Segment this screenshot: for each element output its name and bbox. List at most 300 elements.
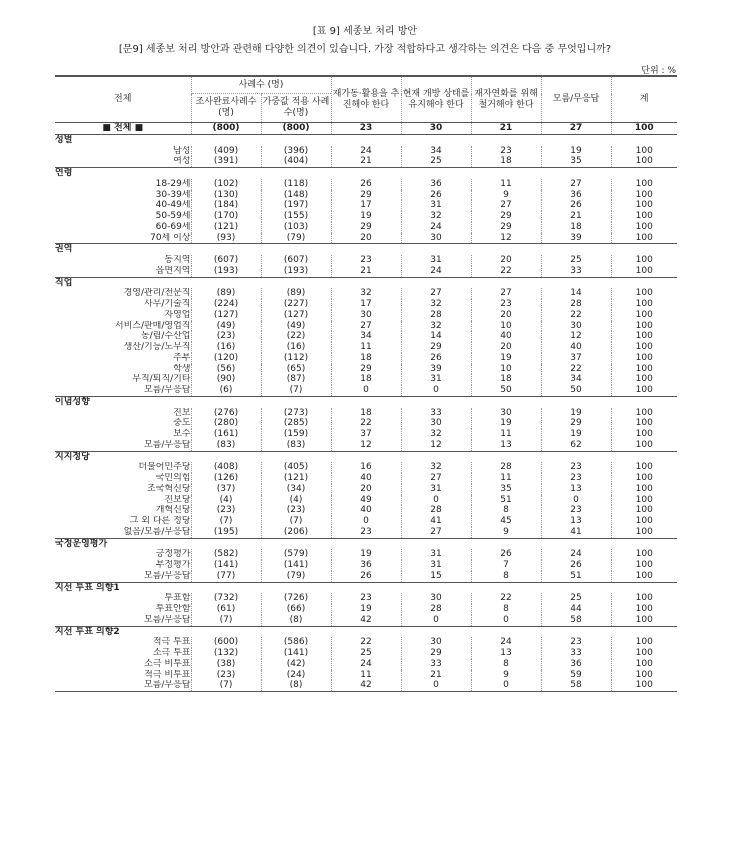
row-label: 투표안함 <box>155 604 191 614</box>
cell-option-1: 20 <box>331 484 401 495</box>
row-label: 40-49세 <box>155 200 191 211</box>
table-row <box>55 321 677 332</box>
cell-option-2: 30 <box>401 233 471 244</box>
cell-total: 100 <box>611 462 677 473</box>
cell-option-1: 19 <box>331 604 401 615</box>
cell-option-2: 27 <box>401 527 471 538</box>
table-row <box>55 637 677 648</box>
table-row <box>55 571 677 582</box>
table-row <box>55 495 677 506</box>
cell-option-4: 27 <box>541 179 611 190</box>
table-row <box>55 593 677 604</box>
cell-sample-actual: (49) <box>191 321 261 332</box>
cell-option-4: 19 <box>541 408 611 419</box>
row-label: 농/림/수산업 <box>140 331 191 342</box>
cell-option-4: 27 <box>541 123 611 135</box>
cell-option-4: 23 <box>541 637 611 648</box>
cell-sample-actual: (132) <box>191 648 261 659</box>
cell-option-1: 24 <box>331 659 401 670</box>
cell-option-1: 32 <box>331 288 401 299</box>
row-label: 18-29세 <box>155 178 191 189</box>
cell-option-4: 51 <box>541 571 611 582</box>
row-label: 진보당 <box>164 494 191 505</box>
row-label: 남성 <box>173 145 191 156</box>
cell-sample-weighted: (607) <box>261 255 331 266</box>
cell-sample-actual: (90) <box>191 374 261 385</box>
cell-sample-weighted: (7) <box>261 385 331 396</box>
cell-sample-actual: (102) <box>191 179 261 190</box>
cell-option-1: 12 <box>331 440 401 451</box>
cell-option-3: 24 <box>471 637 541 648</box>
table-row <box>55 473 677 484</box>
row-label: 진보 <box>173 407 191 418</box>
cell-option-2: 32 <box>401 462 471 473</box>
row-label: 모름/무응답 <box>143 385 191 395</box>
group-label: 지지정당 <box>55 451 677 462</box>
cell-option-1: 11 <box>331 342 401 353</box>
cell-option-2: 24 <box>401 222 471 233</box>
cell-total: 100 <box>611 211 677 222</box>
cell-option-1: 21 <box>331 266 401 277</box>
table-row <box>55 670 677 681</box>
cell-total: 100 <box>611 321 677 332</box>
cell-option-1: 42 <box>331 615 401 626</box>
cell-option-1: 29 <box>331 364 401 375</box>
cell-option-3: 0 <box>471 680 541 691</box>
cell-total: 100 <box>611 418 677 429</box>
cell-option-3: 22 <box>471 593 541 604</box>
cell-option-3: 23 <box>471 299 541 310</box>
cell-option-4: 40 <box>541 342 611 353</box>
cell-sample-weighted: (273) <box>261 408 331 419</box>
cell-sample-weighted: (4) <box>261 495 331 506</box>
cell-option-3: 9 <box>471 670 541 681</box>
cell-option-1: 42 <box>331 680 401 691</box>
crosstab-table <box>55 75 677 692</box>
group-header-row <box>55 451 677 462</box>
header-sample-actual: 조사완료사례수(명) <box>191 94 261 123</box>
cell-option-2: 32 <box>401 211 471 222</box>
cell-sample-actual: (121) <box>191 222 261 233</box>
group-label: 연령 <box>55 168 677 179</box>
cell-sample-weighted: (66) <box>261 604 331 615</box>
cell-option-3: 9 <box>471 190 541 201</box>
cell-total: 100 <box>611 299 677 310</box>
cell-option-1: 34 <box>331 331 401 342</box>
cell-sample-actual: (7) <box>191 615 261 626</box>
row-label: ■ 전체 ■ <box>55 123 191 135</box>
cell-option-1: 27 <box>331 321 401 332</box>
cell-option-3: 13 <box>471 440 541 451</box>
cell-option-4: 36 <box>541 190 611 201</box>
cell-sample-weighted: (800) <box>261 123 331 135</box>
cell-sample-actual: (130) <box>191 190 261 201</box>
cell-option-4: 30 <box>541 321 611 332</box>
table-row <box>55 200 677 211</box>
cell-sample-weighted: (405) <box>261 462 331 473</box>
cell-sample-weighted: (49) <box>261 321 331 332</box>
table-row <box>55 255 677 266</box>
cell-option-2: 0 <box>401 615 471 626</box>
cell-option-3: 21 <box>471 123 541 135</box>
cell-total: 100 <box>611 593 677 604</box>
cell-option-3: 23 <box>471 146 541 157</box>
cell-sample-actual: (6) <box>191 385 261 396</box>
cell-option-4: 14 <box>541 288 611 299</box>
cell-option-3: 19 <box>471 353 541 364</box>
cell-option-4: 23 <box>541 473 611 484</box>
cell-option-3: 12 <box>471 233 541 244</box>
cell-option-4: 13 <box>541 484 611 495</box>
cell-option-4: 50 <box>541 385 611 396</box>
cell-option-4: 41 <box>541 527 611 538</box>
cell-sample-actual: (193) <box>191 266 261 277</box>
cell-sample-actual: (280) <box>191 418 261 429</box>
cell-option-4: 24 <box>541 549 611 560</box>
group-header-row <box>55 134 677 145</box>
cell-total: 100 <box>611 648 677 659</box>
table-row <box>55 364 677 375</box>
cell-option-3: 27 <box>471 288 541 299</box>
cell-sample-actual: (141) <box>191 560 261 571</box>
cell-option-1: 49 <box>331 495 401 506</box>
table-row <box>55 342 677 353</box>
table-row <box>55 680 677 691</box>
cell-sample-actual: (582) <box>191 549 261 560</box>
cell-option-2: 29 <box>401 648 471 659</box>
cell-option-3: 20 <box>471 255 541 266</box>
cell-option-4: 13 <box>541 516 611 527</box>
row-label: 보수 <box>173 429 191 439</box>
cell-option-1: 20 <box>331 233 401 244</box>
cell-option-4: 18 <box>541 222 611 233</box>
header-total: 계 <box>611 76 677 123</box>
cell-option-2: 31 <box>401 374 471 385</box>
group-label: 국정운영평가 <box>55 538 677 549</box>
row-label: 60-69세 <box>155 221 191 232</box>
cell-total: 100 <box>611 408 677 419</box>
header-option-2: 현재 개방 상태를 유지해야 한다 <box>401 76 471 123</box>
cell-sample-weighted: (141) <box>261 560 331 571</box>
header-sample-weighted: 가중값 적용 사례수(명) <box>261 94 331 123</box>
cell-total: 100 <box>611 604 677 615</box>
cell-total: 100 <box>611 222 677 233</box>
cell-sample-actual: (195) <box>191 527 261 538</box>
row-label: 서비스/판매/영업직 <box>114 320 191 331</box>
row-label: 사무/기술직 <box>143 299 191 309</box>
cell-sample-weighted: (155) <box>261 211 331 222</box>
cell-option-2: 25 <box>401 156 471 167</box>
cell-option-4: 12 <box>541 331 611 342</box>
cell-sample-actual: (77) <box>191 571 261 582</box>
row-label: 읍면지역 <box>155 265 191 276</box>
cell-option-4: 23 <box>541 505 611 516</box>
row-label: 주부 <box>173 352 191 363</box>
cell-option-3: 45 <box>471 516 541 527</box>
cell-option-4: 62 <box>541 440 611 451</box>
table-row <box>55 648 677 659</box>
cell-sample-actual: (600) <box>191 637 261 648</box>
cell-option-2: 26 <box>401 190 471 201</box>
row-label: 모름/무응답 <box>143 570 191 581</box>
cell-sample-actual: (16) <box>191 342 261 353</box>
cell-option-4: 58 <box>541 615 611 626</box>
row-label: 부정평가 <box>155 560 191 570</box>
cell-option-3: 20 <box>471 310 541 321</box>
cell-option-2: 14 <box>401 331 471 342</box>
table-row <box>55 211 677 222</box>
row-label: 모름/무응답 <box>143 614 191 625</box>
cell-option-3: 10 <box>471 321 541 332</box>
cell-total: 100 <box>611 288 677 299</box>
cell-total: 100 <box>611 429 677 440</box>
cell-sample-actual: (607) <box>191 255 261 266</box>
cell-sample-actual: (732) <box>191 593 261 604</box>
total-row <box>55 123 677 135</box>
row-label: 무직/퇴직/기타 <box>132 374 191 385</box>
table-body <box>55 123 677 692</box>
row-label: 동지역 <box>164 255 191 265</box>
cell-sample-actual: (408) <box>191 462 261 473</box>
cell-option-3: 13 <box>471 648 541 659</box>
cell-total: 100 <box>611 484 677 495</box>
cell-option-2: 39 <box>401 364 471 375</box>
group-header-row <box>55 626 677 637</box>
cell-option-2: 30 <box>401 637 471 648</box>
cell-option-2: 28 <box>401 604 471 615</box>
cell-option-2: 12 <box>401 440 471 451</box>
row-label: 여성 <box>173 156 191 167</box>
cell-option-2: 33 <box>401 408 471 419</box>
cell-option-2: 31 <box>401 484 471 495</box>
cell-option-4: 21 <box>541 211 611 222</box>
cell-total: 100 <box>611 255 677 266</box>
cell-option-2: 41 <box>401 516 471 527</box>
cell-option-2: 15 <box>401 571 471 582</box>
cell-option-2: 29 <box>401 342 471 353</box>
cell-total: 100 <box>611 374 677 385</box>
row-label: 소극 비투표 <box>144 658 191 669</box>
cell-total: 100 <box>611 637 677 648</box>
cell-option-1: 29 <box>331 222 401 233</box>
cell-total: 100 <box>611 146 677 157</box>
cell-total: 100 <box>611 495 677 506</box>
table-row <box>55 146 677 157</box>
table-row <box>55 604 677 615</box>
group-label: 직업 <box>55 277 677 288</box>
cell-sample-actual: (7) <box>191 680 261 691</box>
cell-sample-actual: (7) <box>191 516 261 527</box>
row-label: 모름/무응답 <box>55 680 191 691</box>
group-label: 권역 <box>55 244 677 255</box>
cell-option-3: 8 <box>471 604 541 615</box>
cell-sample-weighted: (285) <box>261 418 331 429</box>
table-row <box>55 374 677 385</box>
cell-option-3: 10 <box>471 364 541 375</box>
cell-option-1: 24 <box>331 146 401 157</box>
cell-option-4: 36 <box>541 659 611 670</box>
cell-sample-weighted: (396) <box>261 146 331 157</box>
cell-option-1: 17 <box>331 299 401 310</box>
cell-option-1: 29 <box>331 190 401 201</box>
cell-sample-weighted: (118) <box>261 179 331 190</box>
cell-option-1: 22 <box>331 418 401 429</box>
cell-option-4: 25 <box>541 593 611 604</box>
cell-sample-weighted: (83) <box>261 440 331 451</box>
cell-option-4: 22 <box>541 364 611 375</box>
cell-total: 100 <box>611 659 677 670</box>
cell-option-4: 35 <box>541 156 611 167</box>
cell-option-3: 0 <box>471 615 541 626</box>
cell-total: 100 <box>611 364 677 375</box>
cell-option-3: 50 <box>471 385 541 396</box>
cell-option-1: 23 <box>331 123 401 135</box>
cell-sample-actual: (127) <box>191 310 261 321</box>
cell-sample-weighted: (8) <box>261 680 331 691</box>
cell-option-4: 39 <box>541 233 611 244</box>
group-header-row <box>55 244 677 255</box>
cell-sample-actual: (38) <box>191 659 261 670</box>
row-label: 자영업 <box>164 309 191 320</box>
cell-option-2: 28 <box>401 310 471 321</box>
cell-option-2: 30 <box>401 418 471 429</box>
cell-total: 100 <box>611 190 677 201</box>
cell-sample-weighted: (112) <box>261 353 331 364</box>
cell-option-3: 11 <box>471 179 541 190</box>
table-row <box>55 615 677 626</box>
group-header-row <box>55 168 677 179</box>
cell-total: 100 <box>611 505 677 516</box>
cell-sample-actual: (126) <box>191 473 261 484</box>
row-label: 적극 비투표 <box>144 669 191 680</box>
cell-sample-actual: (161) <box>191 429 261 440</box>
cell-option-3: 8 <box>471 571 541 582</box>
cell-option-4: 59 <box>541 670 611 681</box>
table-row <box>55 408 677 419</box>
cell-total: 100 <box>611 516 677 527</box>
cell-option-1: 30 <box>331 310 401 321</box>
cell-total: 100 <box>611 440 677 451</box>
cell-sample-weighted: (42) <box>261 659 331 670</box>
cell-total: 100 <box>611 571 677 582</box>
cell-sample-weighted: (193) <box>261 266 331 277</box>
row-label: 중도 <box>173 418 191 429</box>
cell-option-2: 32 <box>401 321 471 332</box>
table-row <box>55 331 677 342</box>
unit-label: 단위 : % <box>641 66 676 76</box>
cell-option-2: 0 <box>401 680 471 691</box>
cell-option-3: 19 <box>471 418 541 429</box>
group-header-row <box>55 277 677 288</box>
cell-sample-actual: (37) <box>191 484 261 495</box>
cell-total: 100 <box>611 200 677 211</box>
cell-sample-weighted: (404) <box>261 156 331 167</box>
cell-sample-weighted: (79) <box>261 571 331 582</box>
cell-option-3: 8 <box>471 659 541 670</box>
row-label: 경영/관리/전문직 <box>123 288 191 299</box>
header-corner: 전체 <box>55 76 191 123</box>
cell-option-4: 23 <box>541 462 611 473</box>
cell-sample-weighted: (206) <box>261 527 331 538</box>
cell-total: 100 <box>611 615 677 626</box>
cell-sample-weighted: (121) <box>261 473 331 484</box>
cell-option-2: 0 <box>401 385 471 396</box>
cell-option-3: 35 <box>471 484 541 495</box>
cell-sample-actual: (61) <box>191 604 261 615</box>
header-sample-group: 사례수 (명) <box>191 76 331 94</box>
row-label: 더불어민주당 <box>138 462 191 473</box>
cell-option-4: 44 <box>541 604 611 615</box>
row-label: 적극 투표 <box>152 637 191 648</box>
cell-option-4: 33 <box>541 266 611 277</box>
table-row <box>55 233 677 244</box>
cell-option-1: 19 <box>331 211 401 222</box>
table-row <box>55 560 677 571</box>
cell-total: 100 <box>611 473 677 484</box>
cell-option-2: 26 <box>401 353 471 364</box>
cell-total: 100 <box>611 331 677 342</box>
group-label: 지선 투표 의향1 <box>55 582 677 593</box>
cell-sample-weighted: (34) <box>261 484 331 495</box>
cell-option-4: 29 <box>541 418 611 429</box>
cell-sample-weighted: (65) <box>261 364 331 375</box>
cell-option-2: 32 <box>401 429 471 440</box>
cell-total: 100 <box>611 310 677 321</box>
cell-option-2: 31 <box>401 200 471 211</box>
cell-sample-actual: (800) <box>191 123 261 135</box>
cell-option-3: 29 <box>471 222 541 233</box>
cell-sample-weighted: (726) <box>261 593 331 604</box>
table-row <box>55 516 677 527</box>
cell-option-1: 16 <box>331 462 401 473</box>
cell-option-2: 27 <box>401 473 471 484</box>
cell-total: 100 <box>611 342 677 353</box>
cell-option-2: 0 <box>401 495 471 506</box>
table-row <box>55 505 677 516</box>
cell-option-4: 25 <box>541 255 611 266</box>
cell-total: 100 <box>611 527 677 538</box>
cell-option-1: 23 <box>331 255 401 266</box>
cell-option-1: 18 <box>331 408 401 419</box>
row-label: 투표함 <box>164 593 191 604</box>
cell-sample-weighted: (16) <box>261 342 331 353</box>
cell-sample-weighted: (8) <box>261 615 331 626</box>
table-row <box>55 549 677 560</box>
cell-option-3: 30 <box>471 408 541 419</box>
cell-sample-weighted: (159) <box>261 429 331 440</box>
row-label: 50-59세 <box>155 211 191 221</box>
cell-option-1: 0 <box>331 516 401 527</box>
cell-total: 100 <box>611 266 677 277</box>
cell-sample-weighted: (24) <box>261 670 331 681</box>
table-row <box>55 299 677 310</box>
table-row <box>55 462 677 473</box>
header-option-1: 재가동·활용을 추진해야 한다 <box>331 76 401 123</box>
cell-total: 100 <box>611 680 677 691</box>
cell-option-4: 26 <box>541 560 611 571</box>
cell-option-1: 37 <box>331 429 401 440</box>
cell-option-2: 31 <box>401 549 471 560</box>
cell-option-1: 18 <box>331 374 401 385</box>
row-label: 70세 이상 <box>150 232 191 243</box>
row-label: 30-39세 <box>155 189 191 200</box>
cell-option-3: 11 <box>471 473 541 484</box>
cell-total: 100 <box>611 123 677 135</box>
cell-option-3: 18 <box>471 156 541 167</box>
table-row <box>55 156 677 167</box>
cell-option-1: 25 <box>331 648 401 659</box>
cell-option-3: 26 <box>471 549 541 560</box>
